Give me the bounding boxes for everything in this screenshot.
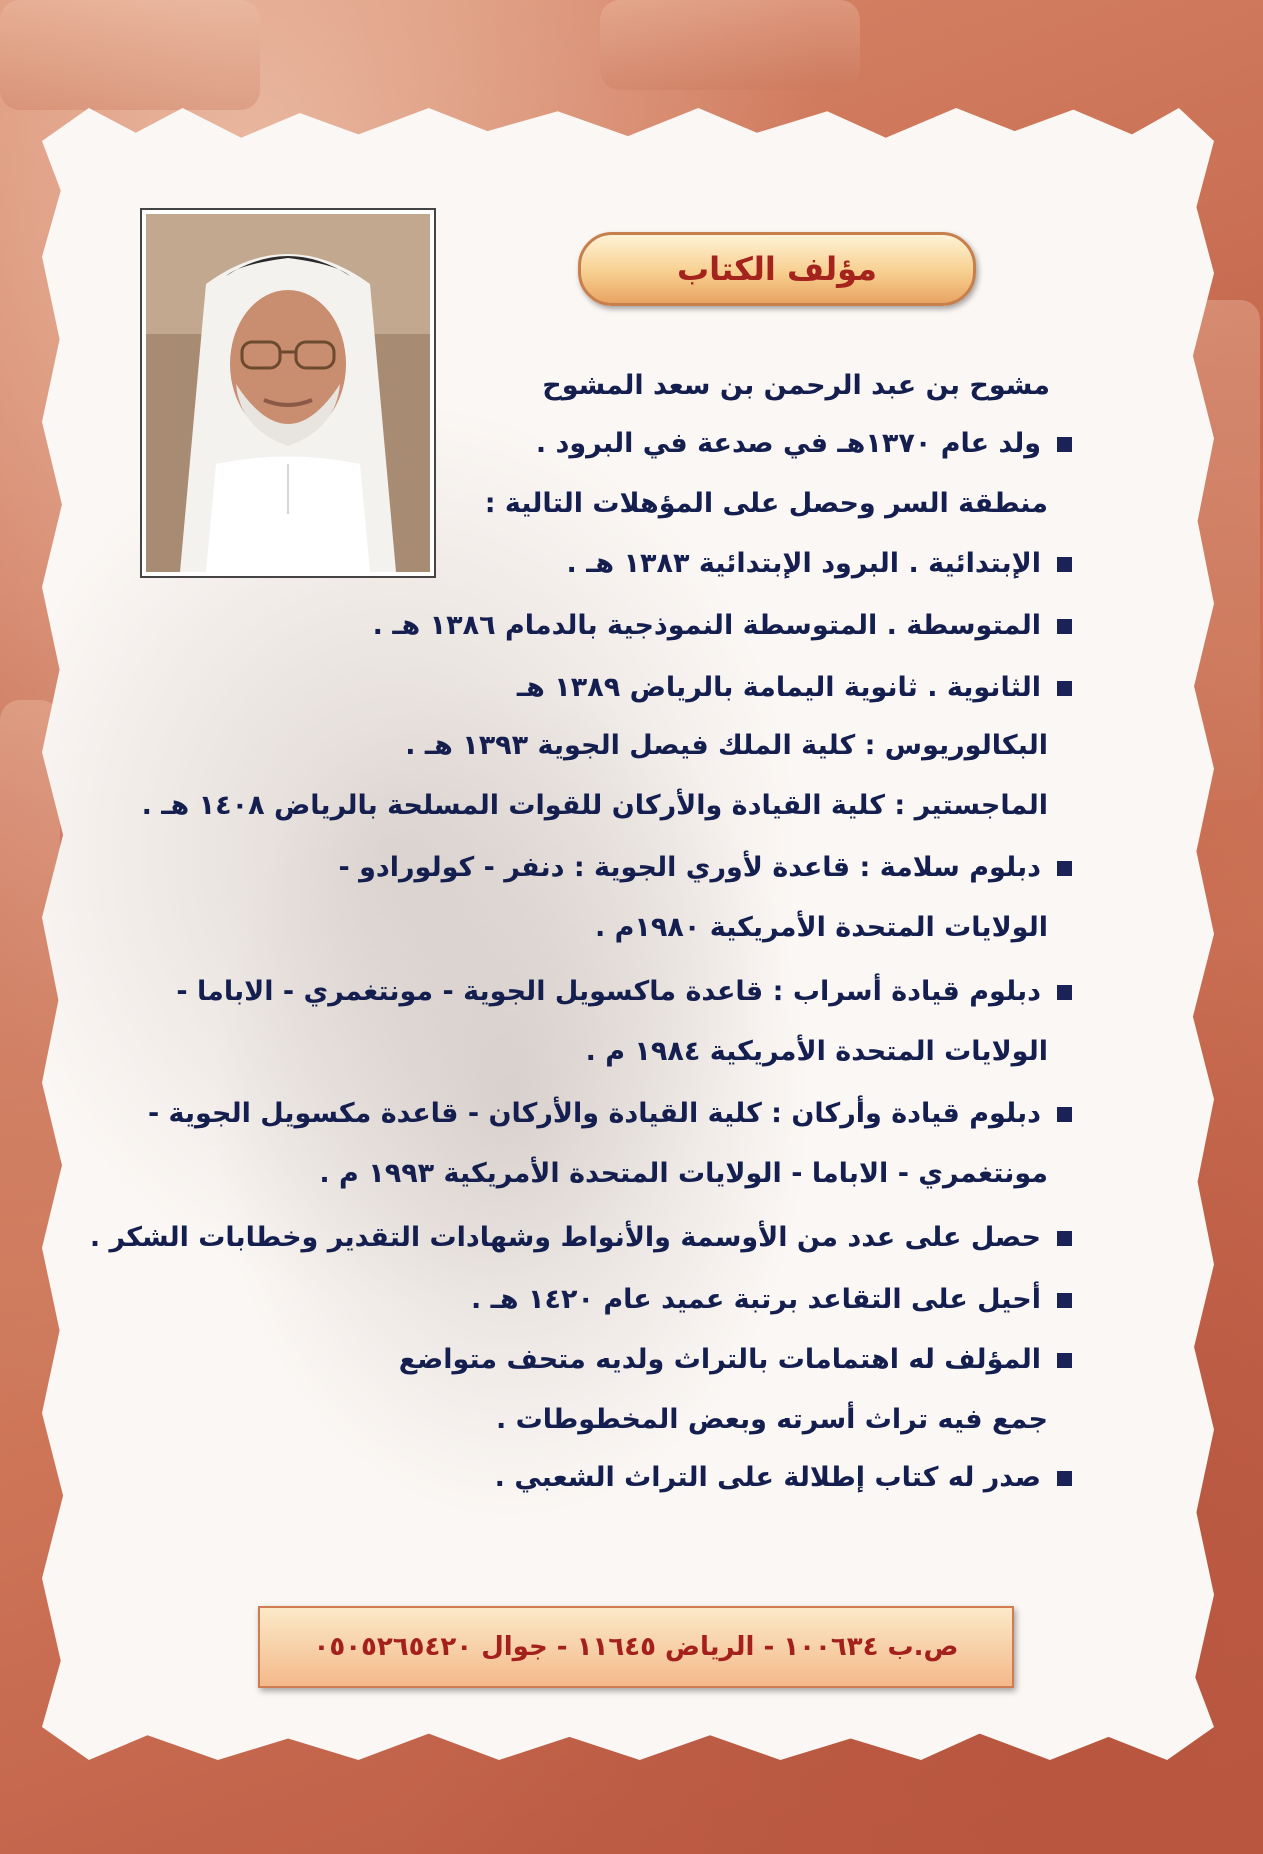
bio-line-text: المتوسطة . المتوسطة النموذجية بالدمام ١٣٨٦ هـ . (372, 610, 1041, 641)
bullet-icon (1057, 619, 1072, 634)
contact-address: ص.ب ١٠٠٦٣٤ - الرياض ١١٦٤٥ - جوال ٠٥٠٥٢٦٥٤٢٠ (313, 1632, 959, 1662)
bio-line (496, 1404, 1048, 1435)
bio-line (586, 1036, 1048, 1067)
bio-line-text: الولايات المتحدة الأمريكية ١٩٨٠م . (594, 912, 1048, 943)
bullet-icon (1057, 1293, 1072, 1308)
bio-line-text: المؤلف له اهتمامات بالتراث ولديه متحف متواضع (398, 1344, 1041, 1375)
bio-line (142, 790, 1048, 821)
bullet-icon (1057, 1231, 1072, 1246)
bio-line-text: ولد عام ١٣٧٠هـ في صدعة في البرود . (535, 428, 1041, 459)
author-portrait-illustration (146, 214, 430, 572)
author-name-text: مشوح بن عبد الرحمن بن سعد المشوح (542, 370, 1050, 401)
bio-line-text: حصل على عدد من الأوسمة والأنواط وشهادات التقدير وخطابات الشكر . (89, 1222, 1041, 1253)
bullet-icon (1057, 985, 1072, 1000)
bio-line (567, 548, 1072, 579)
bullet-icon (1057, 1353, 1072, 1368)
bullet-icon (1057, 1107, 1072, 1122)
bio-line (338, 852, 1072, 883)
bio-line (595, 912, 1048, 943)
bullet-icon (1057, 437, 1072, 452)
bio-line (536, 428, 1072, 459)
bio-line (485, 488, 1048, 519)
author-photo-frame (140, 208, 436, 578)
bio-line-text: صدر له كتاب إطلالة على التراث الشعبي . (494, 1462, 1041, 1493)
bullet-icon (1057, 681, 1072, 696)
bio-line (148, 1098, 1072, 1129)
bio-line-text: الثانوية . ثانوية اليمامة بالرياض ١٣٨٩ هـ (516, 672, 1041, 703)
bio-line (495, 1462, 1072, 1493)
bio-line (176, 976, 1072, 1007)
bio-line-text: الولايات المتحدة الأمريكية ١٩٨٤ م . (585, 1036, 1048, 1067)
bio-line (471, 1284, 1072, 1315)
section-title-badge (578, 232, 976, 306)
bio-line-text: منطقة السر وحصل على المؤهلات التالية : (484, 488, 1048, 519)
bullet-icon (1057, 557, 1072, 572)
bio-line-text: الإبتدائية . البرود الإبتدائية ١٣٨٣ هـ . (566, 548, 1041, 579)
bio-line (373, 610, 1072, 641)
contact-address-bar (258, 1606, 1014, 1688)
bio-line (90, 1222, 1072, 1253)
bio-line-text: مونتغمري - الاباما - الولايات المتحدة الأمريكية ١٩٩٣ م . (319, 1158, 1048, 1189)
bio-line (517, 672, 1072, 703)
background-ruin (600, 0, 860, 90)
bio-line-text: البكالوريوس : كلية الملك فيصل الجوية ١٣٩٣ هـ . (405, 730, 1048, 761)
bio-line (405, 730, 1048, 761)
bullet-icon (1057, 861, 1072, 876)
background-ruin (0, 0, 260, 110)
bio-line-text: دبلوم قيادة أسراب : قاعدة ماكسويل الجوية - مونتغمري - الاباما - (176, 976, 1041, 1007)
bio-line (399, 1344, 1072, 1375)
bio-line (319, 1158, 1048, 1189)
section-title: مؤلف الكتاب (677, 250, 877, 288)
bullet-icon (1057, 1471, 1072, 1486)
bio-line-text: دبلوم قيادة وأركان : كلية القيادة والأركان - قاعدة مكسويل الجوية - (147, 1098, 1041, 1129)
author-name (542, 370, 1050, 401)
author-photo (146, 214, 430, 572)
bio-line-text: دبلوم سلامة : قاعدة لأوري الجوية : دنفر - كولورادو - (338, 852, 1041, 883)
bio-line-text: جمع فيه تراث أسرته وبعض المخطوطات . (495, 1404, 1048, 1435)
bio-line-text: الماجستير : كلية القيادة والأركان للقوات المسلحة بالرياض ١٤٠٨ هـ . (141, 790, 1048, 821)
bio-line-text: أحيل على التقاعد برتبة عميد عام ١٤٢٠ هـ . (471, 1284, 1041, 1315)
